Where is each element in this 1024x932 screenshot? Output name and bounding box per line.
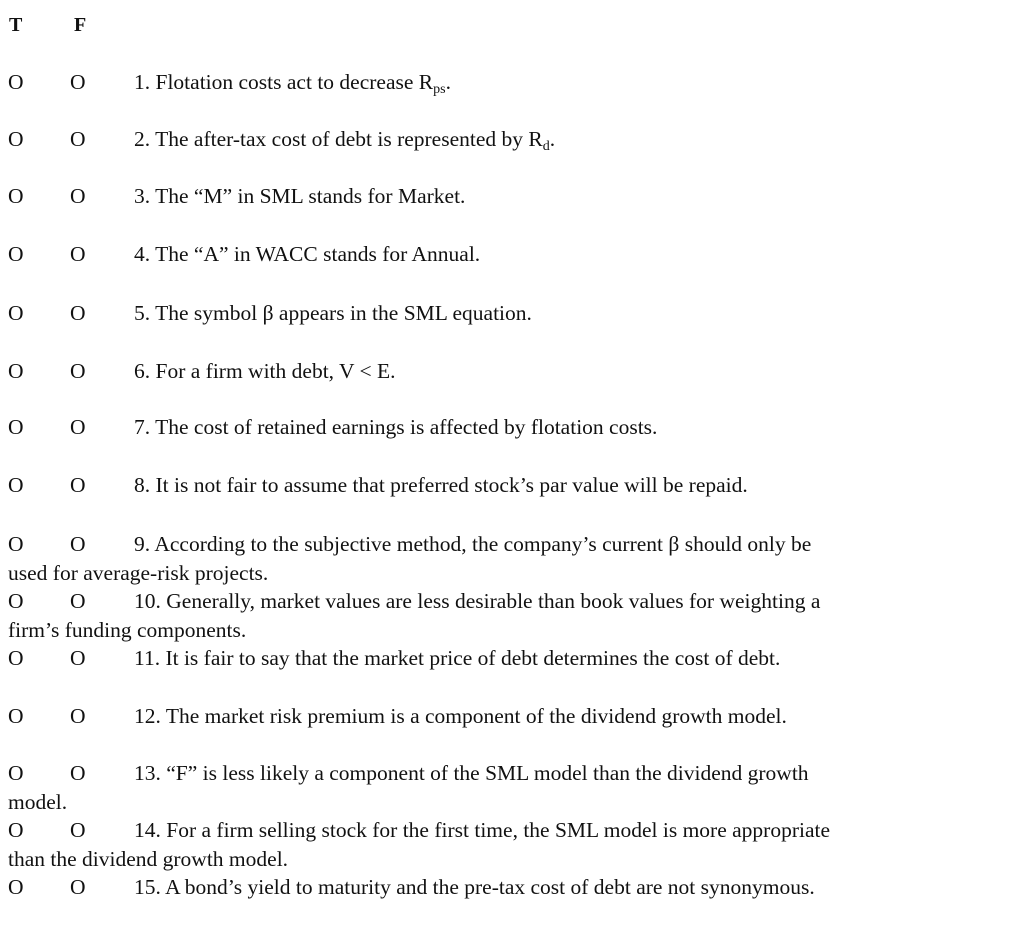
true-option[interactable]: O (8, 704, 24, 728)
question-continuation: used for average-risk projects. (8, 561, 269, 585)
false-option[interactable]: O (70, 761, 86, 785)
question-punct: . (549, 127, 556, 151)
question-punct: . (445, 70, 451, 94)
question-continuation: firm’s funding components. (8, 618, 247, 642)
true-column-header: T (9, 14, 23, 36)
question-text (134, 413, 657, 442)
question-number: 14. (134, 818, 161, 842)
true-option[interactable]: O (8, 127, 24, 151)
true-option[interactable]: O (8, 359, 24, 383)
question-text (134, 644, 780, 673)
question-statement: It is fair to say that the market price of debt determines the cost of debt. (165, 646, 781, 670)
question-text (134, 587, 944, 616)
question-continuation: than the dividend growth model. (8, 847, 289, 871)
true-option[interactable]: O (8, 70, 24, 94)
true-option[interactable]: O (8, 473, 24, 497)
question-number: 9. (134, 532, 151, 556)
question-number: 13. (134, 761, 161, 785)
question-number: 1. (134, 70, 151, 94)
question-text (134, 873, 815, 902)
question-number: 5. (134, 301, 151, 325)
subscript: d (542, 139, 550, 154)
question-text (134, 702, 787, 731)
question-text (134, 68, 451, 97)
question-number: 7. (134, 415, 151, 439)
question-text (134, 240, 480, 269)
false-option[interactable]: O (70, 301, 86, 325)
question-statement: A bond’s yield to maturity and the pre-tax cost of debt are not synonymous. (165, 875, 815, 899)
question-statement: The cost of retained earnings is affected by flotation costs. (155, 415, 658, 439)
question-number: 6. (134, 359, 151, 383)
true-option[interactable]: O (8, 242, 24, 266)
false-option[interactable]: O (70, 184, 86, 208)
question-number: 10. (134, 589, 161, 613)
question-number: 15. (134, 875, 161, 899)
true-option[interactable]: O (8, 301, 24, 325)
false-option[interactable]: O (70, 589, 86, 613)
true-option[interactable]: O (8, 589, 24, 613)
false-option[interactable]: O (70, 242, 86, 266)
question-statement: The symbol β appears in the SML equation. (155, 301, 532, 325)
true-option[interactable]: O (8, 875, 24, 899)
question-statement: The after-tax cost of debt is represented by R (155, 127, 543, 151)
subscript: ps (433, 82, 446, 97)
false-option[interactable]: O (70, 473, 86, 497)
question-number: 3. (134, 184, 151, 208)
question-text (134, 357, 396, 386)
question-text (134, 125, 555, 154)
false-option[interactable]: O (70, 415, 86, 439)
false-option[interactable]: O (70, 704, 86, 728)
true-option[interactable]: O (8, 761, 24, 785)
question-number: 11. (134, 646, 161, 670)
question-continuation: model. (8, 790, 68, 814)
false-option[interactable]: O (70, 818, 86, 842)
question-text (134, 299, 532, 328)
question-text (134, 759, 944, 788)
false-option[interactable]: O (70, 646, 86, 670)
question-statement: For a firm selling stock for the first time, the SML model is more appropriate (166, 818, 831, 842)
false-column-header: F (74, 14, 87, 36)
question-statement: According to the subjective method, the company’s current β should only be (154, 532, 812, 556)
question-text (134, 471, 748, 500)
question-statement: “F” is less likely a component of the SML model than the dividend growth (166, 761, 809, 785)
true-option[interactable]: O (8, 818, 24, 842)
question-statement: Flotation costs act to decrease R (155, 70, 434, 94)
question-number: 8. (134, 473, 151, 497)
question-number: 2. (134, 127, 151, 151)
false-option[interactable]: O (70, 359, 86, 383)
false-option[interactable]: O (70, 875, 86, 899)
false-option[interactable]: O (70, 532, 86, 556)
true-option[interactable]: O (8, 646, 24, 670)
true-option[interactable]: O (8, 184, 24, 208)
false-option[interactable]: O (70, 70, 86, 94)
question-text (134, 816, 944, 845)
question-number: 4. (134, 242, 151, 266)
question-statement: Generally, market values are less desirable than book values for weighting a (166, 589, 821, 613)
question-statement: It is not fair to assume that preferred stock’s par value will be repaid. (155, 473, 748, 497)
question-statement: For a firm with debt, V < E. (155, 359, 396, 383)
true-option[interactable]: O (8, 532, 24, 556)
question-number: 12. (134, 704, 161, 728)
false-option[interactable]: O (70, 127, 86, 151)
true-option[interactable]: O (8, 415, 24, 439)
question-text (134, 530, 944, 559)
question-statement: The “M” in SML stands for Market. (155, 184, 466, 208)
question-text (134, 182, 465, 211)
question-statement: The “A” in WACC stands for Annual. (155, 242, 481, 266)
question-statement: The market risk premium is a component of the dividend growth model. (165, 704, 787, 728)
